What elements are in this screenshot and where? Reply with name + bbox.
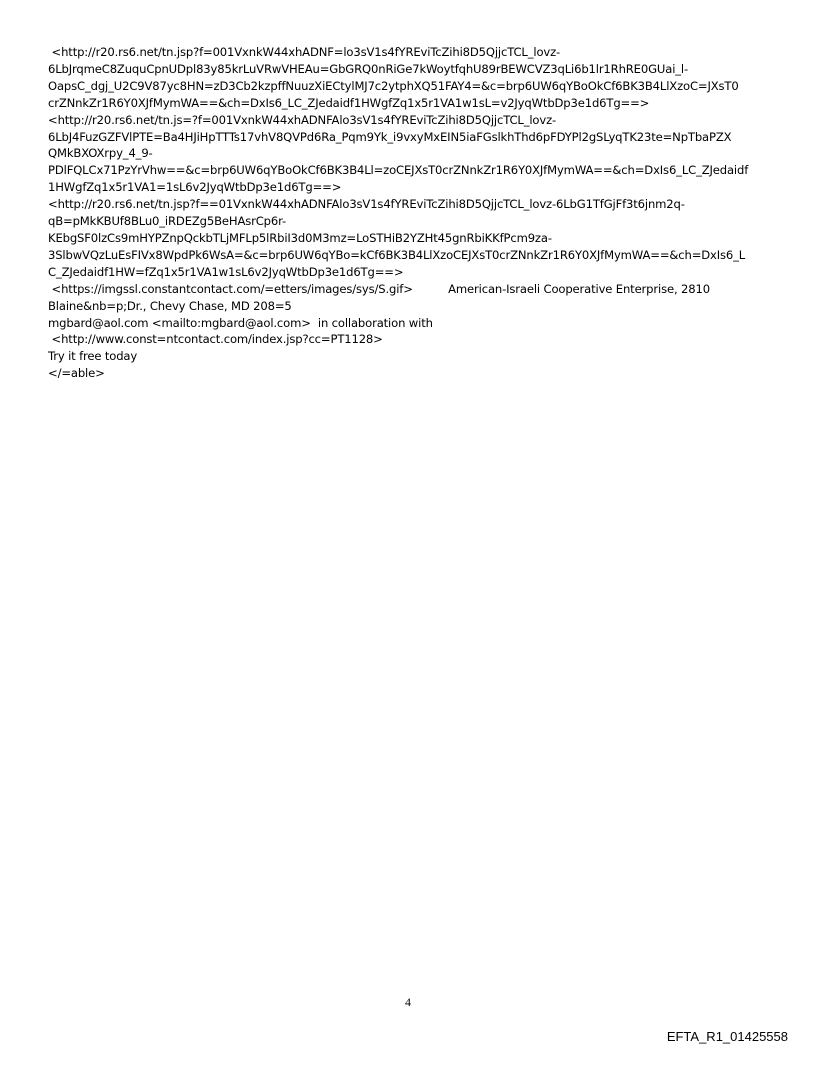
text-line: Try it free today bbox=[48, 349, 138, 364]
page-number: 4 bbox=[405, 995, 411, 1009]
bates-number: EFTA_R1_01425558 bbox=[666, 1029, 788, 1044]
text-line: 3SlbwVQzLuEsFIVx8WpdPk6WsA=&c=brp6UW6qYBo=kCf6BK3B4LlXzoCEJXsT0crZNnkZr1R6Y0XJfMymWA==&ch=DxIs6_L bbox=[48, 247, 746, 262]
text-line: 6LbJ4FuzGZFVlPTE=Ba4HJiHpTTTs17vhV8QVPd6Ra_Pqm9Yk_i9vxyMxEIN5iaFGslkhThd6pFDYPl2gSLyqTK23te=NpTbaPZX bbox=[48, 129, 732, 144]
text-line: 1HWgfZq1x5r1VA1=1sL6v2JyqWtbDp3e1d6Tg==> bbox=[48, 180, 342, 195]
text-line: OapsC_dgj_U2C9V87yc8HN=zD3Cb2kzpffNuuzXiECtylMJ7c2ytphXQ51FAY4=&c=brp6UW6qYBoOkCf6BK3B4LlXzoC=JXsT0 bbox=[48, 78, 739, 93]
email-body-text bbox=[48, 44, 788, 382]
text-line: <http://r20.rs6.net/tn.jsp?f==01VxnkW44xhADNFAlo3sV1s4fYREviTcZihi8D5QjjcTCL_lovz-6LbG1TfGjFf3t6jnm2q- bbox=[48, 197, 685, 212]
text-line: 6LbJrqmeC8ZuquCpnUDpl83y85krLuVRwVHEAu=GbGRQ0nRiGe7kWoytfqhU89rBEWCVZ3qLi6b1lr1RhRE0GUai_l- bbox=[48, 61, 689, 76]
text-line: KEbgSF0lzCs9mHYPZnpQckbTLjMFLp5lRbiI3d0M3mz=LoSTHiB2YZHt45gnRbiKKfPcm9za- bbox=[48, 230, 552, 245]
text-line: Blaine&nb=p;Dr., Chevy Chase, MD 208=5 bbox=[48, 298, 292, 313]
text-line: QMkBXOXrpy_4_9- bbox=[48, 146, 153, 161]
text-line: <https://imgssl.constantcontact.com/=etters/images/sys/S.gif> American-Israeli Cooperative Enterprise, 2810 bbox=[48, 281, 710, 296]
text-line: <http://r20.rs6.net/tn.jsp?f=001VxnkW44xhADNF=lo3sV1s4fYREviTcZihi8D5QjjcTCL_lovz- bbox=[48, 45, 561, 59]
text-line: crZNnkZr1R6Y0XJfMymWA==&ch=DxIs6_LC_ZJedaidf1HWgfZq1x5r1VA1w1sL=v2JyqWtbDp3e1d6Tg==> bbox=[48, 95, 650, 110]
text-line: <http://www.const=ntcontact.com/index.jsp?cc=PT1128> bbox=[48, 332, 383, 347]
text-line: PDlFQLCx71PzYrVhw==&c=brp6UW6qYBoOkCf6BK3B4Ll=zoCEJXsT0crZNnkZr1R6Y0XJfMymWA==&ch=DxIs6_LC_ZJedaidf bbox=[48, 163, 749, 178]
text-line: </=able> bbox=[48, 366, 105, 381]
text-line: mgbard@aol.com <mailto:mgbard@aol.com> in collaboration with bbox=[48, 315, 433, 330]
text-line: <http://r20.rs6.net/tn.js=?f=001VxnkW44xhADNFAlo3sV1s4fYREviTcZihi8D5QjjcTCL_lovz- bbox=[48, 112, 557, 127]
text-line: qB=pMkKBUf8BLu0_iRDEZg5BeHAsrCp6r- bbox=[48, 214, 287, 229]
text-line: C_ZJedaidf1HW=fZq1x5r1VA1w1sL6v2JyqWtbDp3e1d6Tg==> bbox=[48, 264, 404, 279]
